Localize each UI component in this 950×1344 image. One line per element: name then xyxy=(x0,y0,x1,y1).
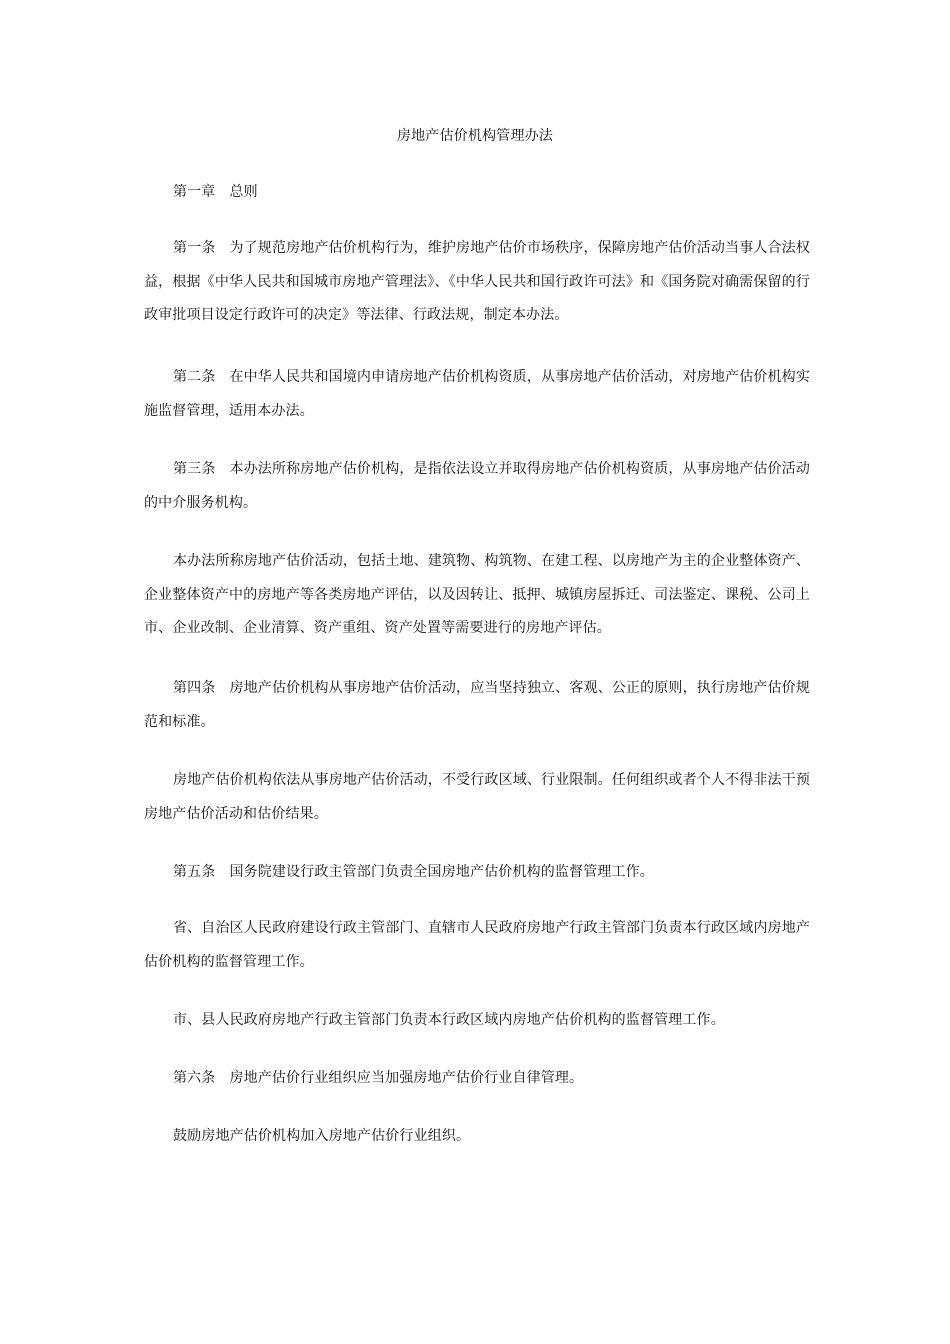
paragraph-text: 省、自治区人民政府建设行政主管部门、直辖市人民政府房地产行政主管部门负责本行政区域内房地产估价机构的监督管理工作。 xyxy=(144,920,810,970)
article-number: 第一条 xyxy=(173,240,216,256)
article-number: 第四条 xyxy=(173,680,216,696)
paragraph-text: 鼓励房地产估价机构加入房地产估价行业组织。 xyxy=(173,1128,471,1144)
article-2 xyxy=(144,361,810,428)
article-1 xyxy=(144,232,810,333)
paragraph-text: 房地产估价机构依法从事房地产估价活动，不受行政区域、行业限制。任何组织或者个人不得非法干预房地产估价活动和估价结果。 xyxy=(144,772,810,822)
article-number: 第六条 xyxy=(173,1070,216,1086)
article-4-paragraph-2 xyxy=(144,764,810,831)
article-5-paragraph-3 xyxy=(144,1004,810,1038)
article-3 xyxy=(144,453,810,520)
chapter-number: 第一章 xyxy=(173,184,216,200)
article-6-paragraph-2 xyxy=(144,1120,810,1154)
paragraph-text: 本办法所称房地产估价活动，包括土地、建筑物、构筑物、在建工程、以房地产为主的企业整体资产、企业整体资产中的房地产等各类房地产评估，以及因转让、抵押、城镇房屋拆迁、司法鉴定、课税、公司上市、企业改制、企业清算、资产重组、资产处置等需要进行的房地产评估。 xyxy=(144,553,810,636)
article-text: 在中华人民共和国境内申请房地产估价机构资质，从事房地产估价活动，对房地产估价机构实施监督管理，适用本办法。 xyxy=(144,369,810,419)
article-text: 房地产估价行业组织应当加强房地产估价行业自律管理。 xyxy=(229,1070,584,1086)
paragraph-text: 市、县人民政府房地产行政主管部门负责本行政区域内房地产估价机构的监督管理工作。 xyxy=(173,1012,725,1028)
chapter-heading xyxy=(144,176,810,210)
document-title: 房地产估价机构管理办法 xyxy=(396,128,554,144)
article-text: 本办法所称房地产估价机构，是指依法设立并取得房地产估价机构资质，从事房地产估价活动的中介服务机构。 xyxy=(144,461,810,511)
article-3-paragraph-2 xyxy=(144,545,810,646)
article-5-paragraph-2 xyxy=(144,912,810,979)
chapter-name: 总则 xyxy=(229,184,258,200)
article-text: 为了规范房地产估价机构行为，维护房地产估价市场秩序，保障房地产估价活动当事人合法权益，根据《中华人民共和国城市房地产管理法》、《中华人民共和国行政许可法》和《国务院对确需保留的行政审批项目设定行政许可的决定》等法律、行政法规，制定本办法。 xyxy=(144,240,810,323)
article-5 xyxy=(144,856,810,890)
article-number: 第二条 xyxy=(173,369,216,385)
article-6 xyxy=(144,1062,810,1096)
article-number: 第五条 xyxy=(173,864,216,880)
article-number: 第三条 xyxy=(173,461,216,477)
article-text: 国务院建设行政主管部门负责全国房地产估价机构的监督管理工作。 xyxy=(229,864,654,880)
article-text: 房地产估价机构从事房地产估价活动，应当坚持独立、客观、公正的原则，执行房地产估价规范和标准。 xyxy=(144,680,810,730)
article-4 xyxy=(144,672,810,739)
